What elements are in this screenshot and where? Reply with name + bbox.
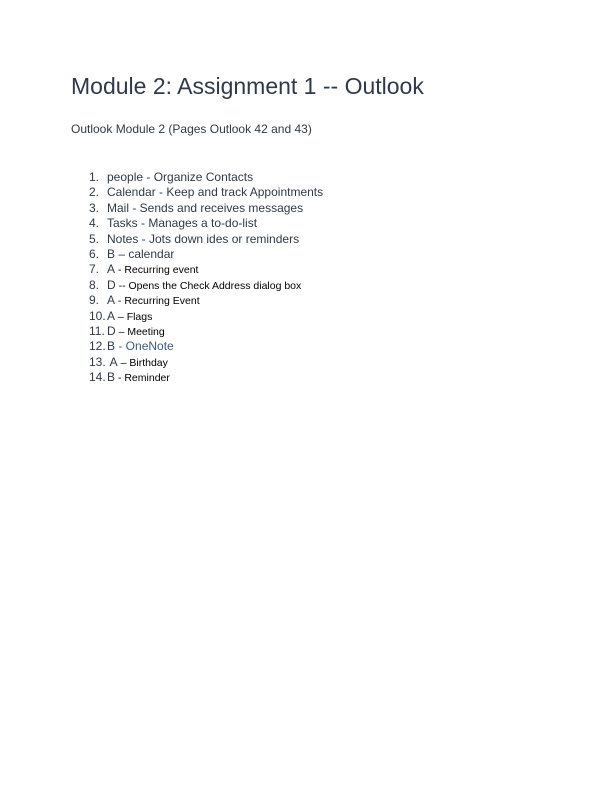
list-item-text: Calendar - Keep and track Appointments	[107, 185, 324, 200]
list-item-number: 9.	[89, 293, 100, 308]
list-item-text: – Flags	[115, 310, 153, 323]
list-item-number: 12.	[89, 339, 106, 354]
list-item-answer: D	[107, 323, 116, 338]
list-item-answer: B	[107, 339, 116, 354]
list-item	[89, 170, 323, 185]
list-item	[89, 216, 323, 231]
list-item-text: B – calendar	[107, 246, 175, 261]
list-item-text: – Birthday	[117, 356, 168, 369]
list-item	[89, 309, 323, 324]
list-item	[89, 201, 323, 216]
list-item-answer: D	[107, 277, 116, 292]
list-item-number: 8.	[89, 277, 100, 292]
document-subtitle: Outlook Module 2 (Pages Outlook 42 and 43)	[71, 122, 312, 136]
list-item-text: people - Organize Contacts	[107, 170, 254, 184]
list-item	[89, 370, 323, 385]
list-item-number: 5.	[89, 231, 100, 246]
list-item-text: - Recurring Event	[115, 295, 200, 308]
list-item-text: - OneNote	[115, 339, 174, 354]
list-item	[89, 339, 323, 354]
list-item-answer: A	[107, 308, 116, 323]
list-item-text: – Meeting	[115, 325, 165, 338]
list-item-number: 7.	[89, 262, 100, 277]
list-item-number: 10.	[89, 308, 106, 323]
list-item-number: 3.	[89, 200, 100, 215]
list-item	[89, 232, 323, 247]
list-item-text: -- Opens the Check Address dialog box	[115, 279, 302, 292]
list-item-number: 14.	[89, 370, 106, 385]
list-item-text: Tasks - Manages a to-do-list	[107, 216, 258, 231]
list-item	[89, 293, 323, 308]
list-item	[89, 278, 323, 293]
list-item	[89, 355, 323, 370]
list-item-text: - Recurring event	[115, 264, 199, 277]
list-item-number: 6.	[89, 246, 100, 261]
document-title: Module 2: Assignment 1 -- Outlook	[71, 73, 424, 99]
list-item-number: 2.	[89, 185, 100, 200]
list-item-number: 11.	[89, 323, 105, 338]
list-item-number: 13.	[89, 354, 106, 369]
list-item-text: Notes - Jots down ides or reminders	[107, 231, 300, 246]
list-item-answer: B	[107, 370, 116, 385]
list-item-number: 1.	[89, 170, 100, 184]
list-item-text: - Reminder	[115, 372, 170, 385]
list-item-text: Mail - Sends and receives messages	[107, 200, 304, 215]
list-item	[89, 324, 323, 339]
list-item	[89, 262, 323, 277]
list-item	[89, 185, 323, 200]
list-item-answer: A	[107, 354, 118, 369]
list-item-number: 4.	[89, 216, 100, 231]
list-item-answer: A	[107, 262, 116, 277]
list-item	[89, 247, 323, 262]
answer-list	[89, 170, 323, 385]
list-item-answer: A	[107, 293, 116, 308]
